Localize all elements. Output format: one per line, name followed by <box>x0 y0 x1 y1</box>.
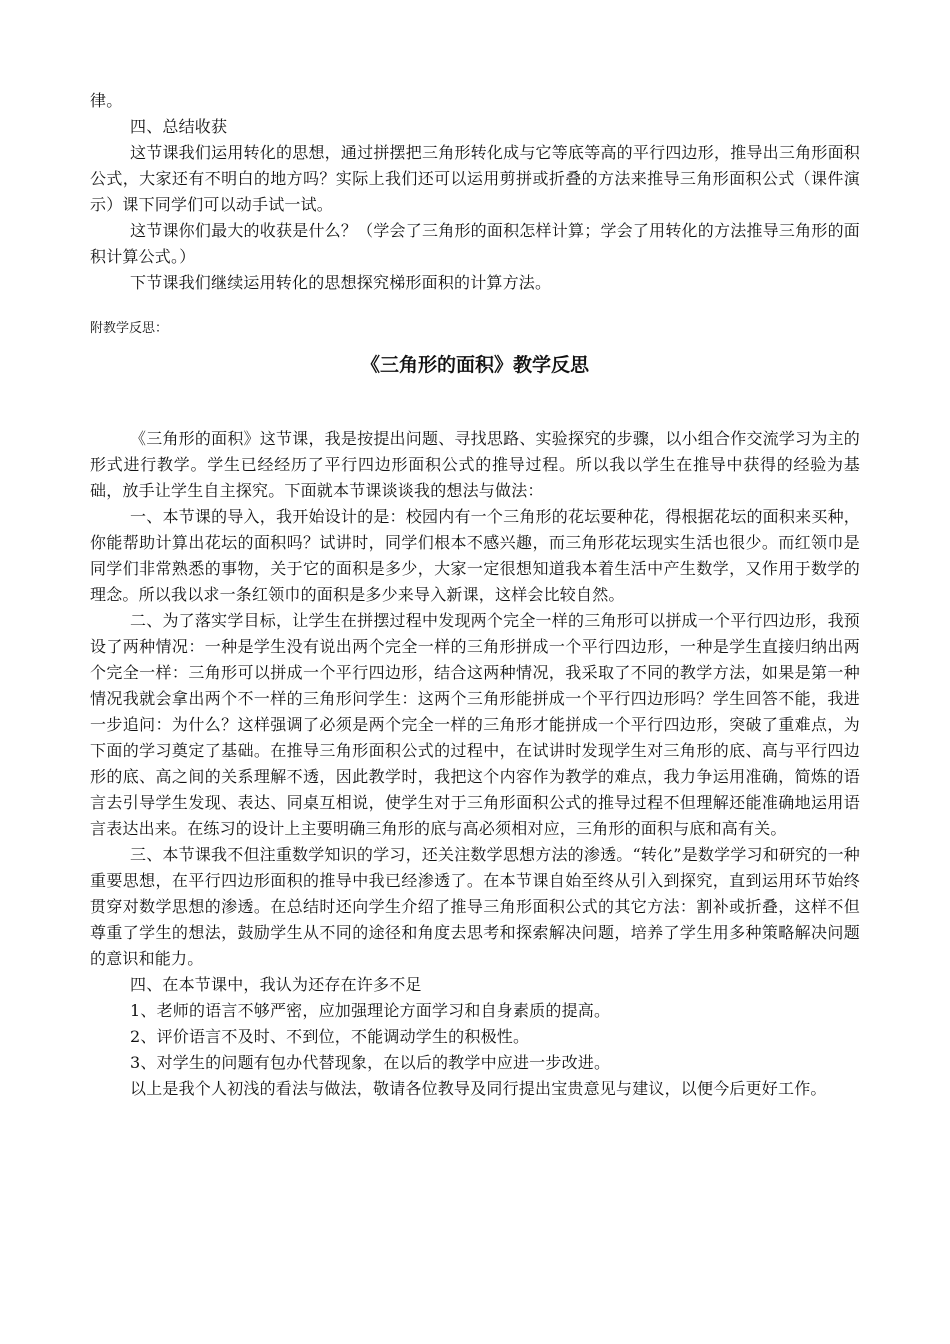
paragraph-harvest: 这节课你们最大的收获是什么？（学会了三角形的面积怎样计算；学会了用转化的方法推导三角形的面积计算公式。） <box>90 221 860 266</box>
section-heading-summary: 四、总结收获 <box>130 117 228 136</box>
reflection-paragraph: 《三角形的面积》这节课，我是按提出问题、寻找思路、实验探究的步骤，以小组合作交流学习为主的形式进行教学。学生已经经历了平行四边形面积公式的推导过程。所以我以学生在推导中获得的经验为基础，放手让学生自主探究。下面就本节课谈谈我的想法与做法： <box>90 429 860 500</box>
reflection-list-item: 1、老师的语言不够严密，应加强理论方面学习和自身素质的提高。 <box>130 1001 611 1020</box>
reflection-paragraph: 三、本节课我不但注重数学知识的学习，还关注数学思想方法的渗透。“转化”是数学学习和研究的一种重要思想，在平行四边形面积的推导中我已经渗透了。在本节课自始至终从引入到探究，直到运用环节始终贯穿对数学思想的渗透。在总结时还向学生介绍了推导三角形面积公式的其它方法：割补或折叠，这样不但尊重了学生的想法，鼓励学生从不同的途径和角度去思考和探索解决问题，培养了学生用多种策略解决问题的意识和能力。 <box>90 845 860 968</box>
reflection-list-item: 2、评价语言不及时、不到位，不能调动学生的积极性。 <box>130 1027 530 1046</box>
reflection-paragraph: 四、在本节课中，我认为还存在许多不足 <box>130 975 422 994</box>
reflection-paragraph: 二、为了落实学目标，让学生在拼摆过程中发现两个完全一样的三角形可以拼成一个平行四边形，我预设了两种情况：一种是学生没有说出两个完全一样的三角形拼成一个平行四边形，一种是学生直接归纳出两个完全一样：三角形可以拼成一个平行四边形，结合这两种情况，我采取了不同的教学方法，如果是第一种情况我就会拿出两个不一样的三角形问学生：这两个三角形能拼成一个平行四边形吗？学生回答不能，我进一步追问：为什么？这样强调了必须是两个完全一样的三角形才能拼成一个平行四边形，突破了重难点，为下面的学习奠定了基础。在推导三角形面积公式的过程中，在试讲时发现学生对三角形的底、高与平行四边形的底、高之间的关系理解不透，因此教学时，我把这个内容作为教学的难点，我力争运用准确，简炼的语言去引导学生发现、表达、同桌互相说，使学生对于三角形面积公式的推导过程不但理解还能准确地运用语言表达出来。在练习的设计上主要明确三角形的底与高必须相对应，三角形的面积与底和高有关。 <box>90 611 860 838</box>
appendix-label: 附教学反思： <box>90 321 169 336</box>
reflection-list-item: 3、对学生的问题有包办代替现象，在以后的教学中应进一步改进。 <box>130 1053 611 1072</box>
reflection-title: 《三角形的面积》教学反思 <box>360 354 589 376</box>
reflection-closing: 以上是我个人初浅的看法与做法，敬请各位教导及同行提出宝贵意见与建议，以便今后更好工作。 <box>130 1079 827 1098</box>
paragraph-next-lesson: 下节课我们继续运用转化的思想探究梯形面积的计算方法。 <box>130 273 552 292</box>
reflection-paragraph: 一、本节课的导入，我开始设计的是：校园内有一个三角形的花坛要种花，得根据花坛的面积来买种，你能帮助计算出花坛的面积吗？试讲时，同学们根本不感兴趣，而三角形花坛现实生活也很少。而红领巾是同学们非常熟悉的事物，关于它的面积是多少，大家一定很想知道我本着生活中产生数学，又作用于数学的理念。所以我以求一条红领巾的面积是多少来导入新课，这样会比较自然。 <box>90 507 860 604</box>
paragraph-continuation: 律。 <box>90 91 123 110</box>
document-page <box>90 88 860 1102</box>
spacer <box>90 380 860 426</box>
paragraph-summary: 这节课我们运用转化的思想，通过拼摆把三角形转化成与它等底等高的平行四边形，推导出三角形面积公式，大家还有不明白的地方吗？实际上我们还可以运用剪拼或折叠的方法来推导三角形面积公式（课件演示）课下同学们可以动手试一试。 <box>90 143 860 214</box>
